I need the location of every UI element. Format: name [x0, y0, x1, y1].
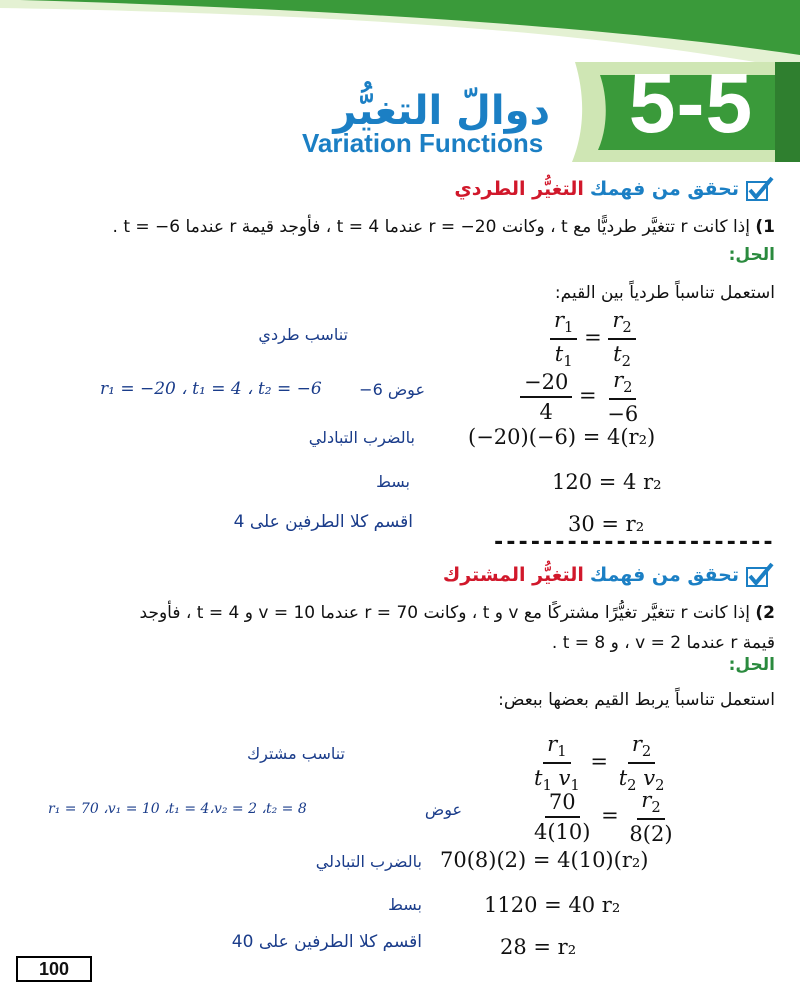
intro-1: استعمل تناسباً طردياً بين القيم:	[554, 283, 775, 303]
reason-joint-proportion: تناسب مشترك	[246, 744, 345, 763]
question-1-text: إذا كانت r تتغيَّر طرديًّا مع t ، وكانت r = −20 عندما t = 4 ، فأوجد قيمة r عندما t = −6 .	[112, 217, 750, 237]
substitution-values-2: r₁ = 70 ،v₁ = 10 ،t₁ = 4،v₂ = 2 ،t₂ = 8	[48, 801, 307, 817]
check-understanding-heading-2	[443, 562, 775, 588]
question-2-line2: قيمة r عندما v = 2 ، و t = 8 .	[551, 633, 775, 653]
intro-2: استعمل تناسباً يربط القيم بعضها ببعض:	[498, 690, 775, 710]
page-title-arabic: دوالّ التغيُّر	[333, 88, 550, 134]
check-label: تحقق من فهمك	[589, 178, 739, 200]
equation-cross-multiply-1: (−20)(−6) = 4(r₂)	[468, 425, 656, 449]
topic-direct-variation: التغيُّر الطردي	[454, 178, 584, 200]
check-understanding-heading-1	[454, 176, 775, 202]
reason-substitute-1: عوض 6−	[359, 380, 425, 399]
equation-substitute-2: $\frac{70}{4(10)}$ = $\frac{r_2}{8(2)}$	[534, 788, 673, 847]
equation-substitute-1: $\frac{-20}{4}$ = $\frac{r_2}{-6}$	[520, 368, 642, 426]
reason-divide-2: اقسم كلا الطرفين على 40	[231, 932, 422, 952]
reason-divide-1: اقسم كلا الطرفين على 4	[233, 512, 413, 532]
question-1	[20, 212, 775, 242]
check-label: تحقق من فهمك	[589, 564, 739, 586]
reason-simplify-2: بسط	[388, 895, 422, 914]
solution-label-2: الحل:	[728, 655, 775, 675]
section-divider: -----------------------	[492, 530, 774, 555]
reason-substitute-2: عوض	[424, 800, 462, 819]
equation-simplify-2: 1120 = 40 r₂	[484, 893, 621, 917]
reason-direct-proportion: تناسب طردي	[258, 325, 348, 344]
lesson-number: 5-5	[628, 56, 754, 150]
equation-result-2: 28 = r₂	[500, 935, 577, 959]
reason-simplify-1: بسط	[376, 472, 410, 491]
page-number: 100	[16, 956, 92, 982]
equation-simplify-1: 120 = 4 r₂	[552, 470, 662, 494]
question-1-number: 1)	[755, 217, 775, 237]
question-2-line1: إذا كانت r تتغيَّر تغيُّرًا مشتركًا مع v و t ، وكانت r = 70 عندما v = 10 و t = 4 ، فأوجد	[139, 603, 750, 623]
equation-joint-proportion: $\frac{r_1}{t_1 v_1}$ = $\frac{r_2}{t_2 v_2}$	[534, 732, 665, 795]
reason-cross-multiply-2: بالضرب التبادلي	[315, 852, 422, 871]
topic-joint-variation: التغيُّر المشترك	[442, 564, 584, 586]
equation-direct-proportion: $\frac{r_1}{t_1}$ = $\frac{r_2}{t_2}$	[550, 308, 636, 370]
question-2	[20, 598, 775, 658]
checkmark-icon	[745, 176, 775, 202]
equation-cross-multiply-2: 70(8)(2) = 4(10)(r₂)	[440, 848, 649, 872]
reason-cross-multiply-1: بالضرب التبادلي	[308, 428, 415, 447]
solution-label-1: الحل:	[728, 245, 775, 265]
checkmark-icon	[745, 562, 775, 588]
substitution-values-1: r₁ = −20 ، t₁ = 4 ، t₂ = −6	[100, 379, 322, 399]
equation-result-1: 30 = r₂	[568, 512, 645, 536]
question-2-number: 2)	[755, 603, 775, 623]
page-title-english: Variation Functions	[302, 128, 544, 158]
